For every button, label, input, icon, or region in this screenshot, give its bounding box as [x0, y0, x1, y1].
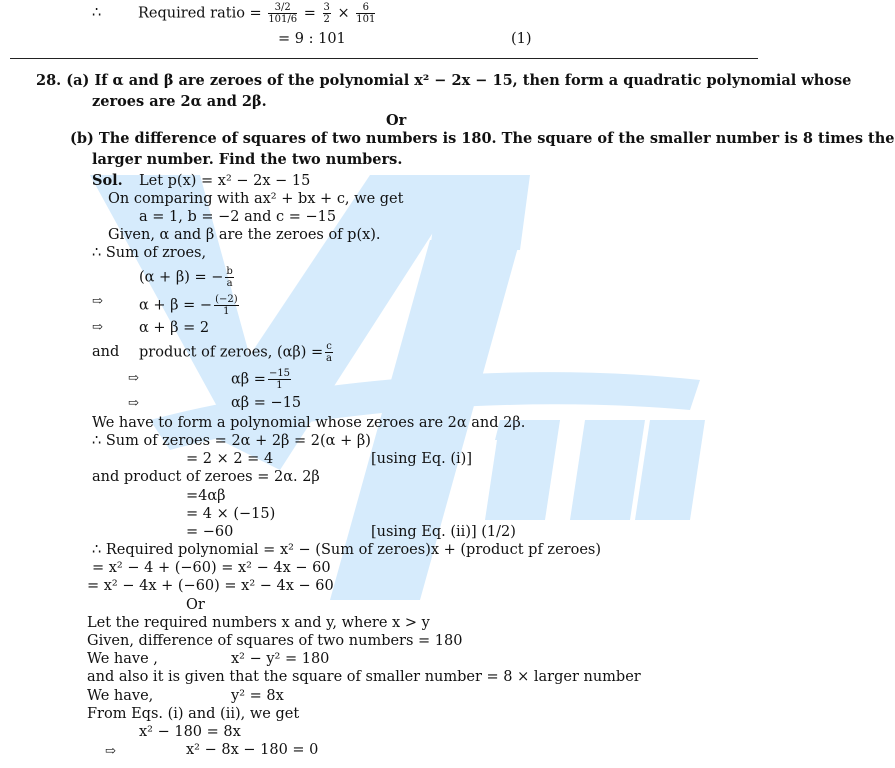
q28b-line1: (b) The difference of squares of two numbers is 180. The square of the smaller number is 8 times the	[70, 130, 895, 147]
implies-arrow-icon: ⇨	[128, 371, 139, 386]
fraction: $\frac{3}{2}$	[323, 2, 330, 25]
sol-line: ∴ Sum of zroes,	[92, 245, 207, 261]
sol-line: x² − 180 = 8x	[139, 724, 241, 740]
watermark-text: VIJEE	[0, 0, 3, 1]
fraction: $\frac{-15}{1}$	[268, 368, 291, 391]
q28-or: Or	[386, 112, 407, 129]
sol-line: x² − 8x − 180 = 0	[186, 742, 319, 758]
or-divider: Or	[186, 597, 205, 613]
implies-arrow-icon: ⇨	[128, 396, 139, 411]
sol-line: We have,	[87, 688, 154, 704]
eq-reference: [using Eq. (i)]	[371, 451, 472, 467]
sum-formula: (α + β) = − $\frac{b}{a}$	[139, 266, 233, 289]
therefore-symbol: ∴	[92, 5, 102, 21]
sol-line: and product of zeroes = 2α. 2β	[92, 469, 320, 485]
fraction: $\frac{(-2)}{1}$	[215, 294, 238, 317]
sol-line: α + β = 2	[139, 320, 210, 336]
sol-line: y² = 8x	[231, 688, 284, 704]
sol-line: ∴ Required polynomial = x² − (Sum of zeroes)x + (product pf zeroes)	[92, 542, 601, 558]
sol-line: Given, difference of squares of two numbers = 180	[87, 633, 463, 649]
sum-substitution: α + β = − $\frac{(-2)}{1}$	[139, 294, 238, 317]
implies-arrow-icon: ⇨	[92, 294, 103, 309]
sol-line: = x² − 4 + (−60) = x² − 4x − 60	[92, 560, 331, 576]
sol-line: Given, α and β are the zeroes of p(x).	[108, 227, 381, 243]
sol-line: = 4 × (−15)	[186, 506, 276, 522]
and-word: and	[92, 344, 120, 360]
q28a-line2: zeroes are 2α and 2β.	[92, 93, 267, 110]
sol-line: = 2 × 2 = 4	[186, 451, 274, 467]
sol-line: = −60	[186, 524, 234, 540]
ratio-line: Required ratio = $\frac{3/2}{101/6}$ = $\frac{3}{2}$ × $\frac{6}{101}$	[138, 2, 376, 25]
sol-line: From Eqs. (i) and (ii), we get	[87, 706, 300, 722]
sol-line: and also it is given that the square of smaller number = 8 × larger number	[87, 669, 641, 685]
sol-line: Let p(x) = x² − 2x − 15	[139, 173, 311, 189]
sol-line: ∴ Sum of zeroes = 2α + 2β = 2(α + β)	[92, 433, 371, 449]
sol-line: = x² − 4x + (−60) = x² − 4x − 60	[87, 578, 334, 594]
product-substitution: αβ = $\frac{-15}{1}$	[231, 368, 291, 391]
sol-label: Sol.	[92, 172, 123, 189]
sol-line: On comparing with ax² + bx + c, we get	[108, 191, 404, 207]
implies-arrow-icon: ⇨	[92, 320, 103, 335]
product-formula: product of zeroes, (αβ) = $\frac{c}{a}$	[139, 341, 332, 364]
fraction: $\frac{c}{a}$	[326, 341, 332, 364]
sol-line: αβ = −15	[231, 395, 302, 411]
sol-line: =4αβ	[186, 488, 226, 504]
sol-line: x² − y² = 180	[231, 651, 330, 667]
fraction: $\frac{3/2}{101/6}$	[268, 2, 298, 25]
ratio-result: = 9 : 101	[278, 31, 346, 47]
q28b-line2: larger number. Find the two numbers.	[92, 151, 403, 168]
fraction: $\frac{6}{101}$	[356, 2, 376, 25]
sol-line: a = 1, b = −2 and c = −15	[139, 209, 337, 225]
marks: (1)	[511, 31, 532, 47]
fraction: $\frac{b}{a}$	[226, 266, 233, 289]
q28a-line1: 28. (a) If α and β are zeroes of the polynomial x² − 2x − 15, then form a quadratic polynomial whose	[36, 72, 852, 89]
implies-arrow-icon: ⇨	[105, 744, 116, 759]
divider	[10, 58, 758, 59]
eq-reference: [using Eq. (ii)] (1/2)	[371, 524, 516, 540]
sol-line: We have to form a polynomial whose zeroes are 2α and 2β.	[92, 415, 526, 431]
ratio-label: Required ratio =	[138, 5, 262, 22]
sol-line: Let the required numbers x and y, where x > y	[87, 615, 430, 631]
sol-line: We have ,	[87, 651, 158, 667]
